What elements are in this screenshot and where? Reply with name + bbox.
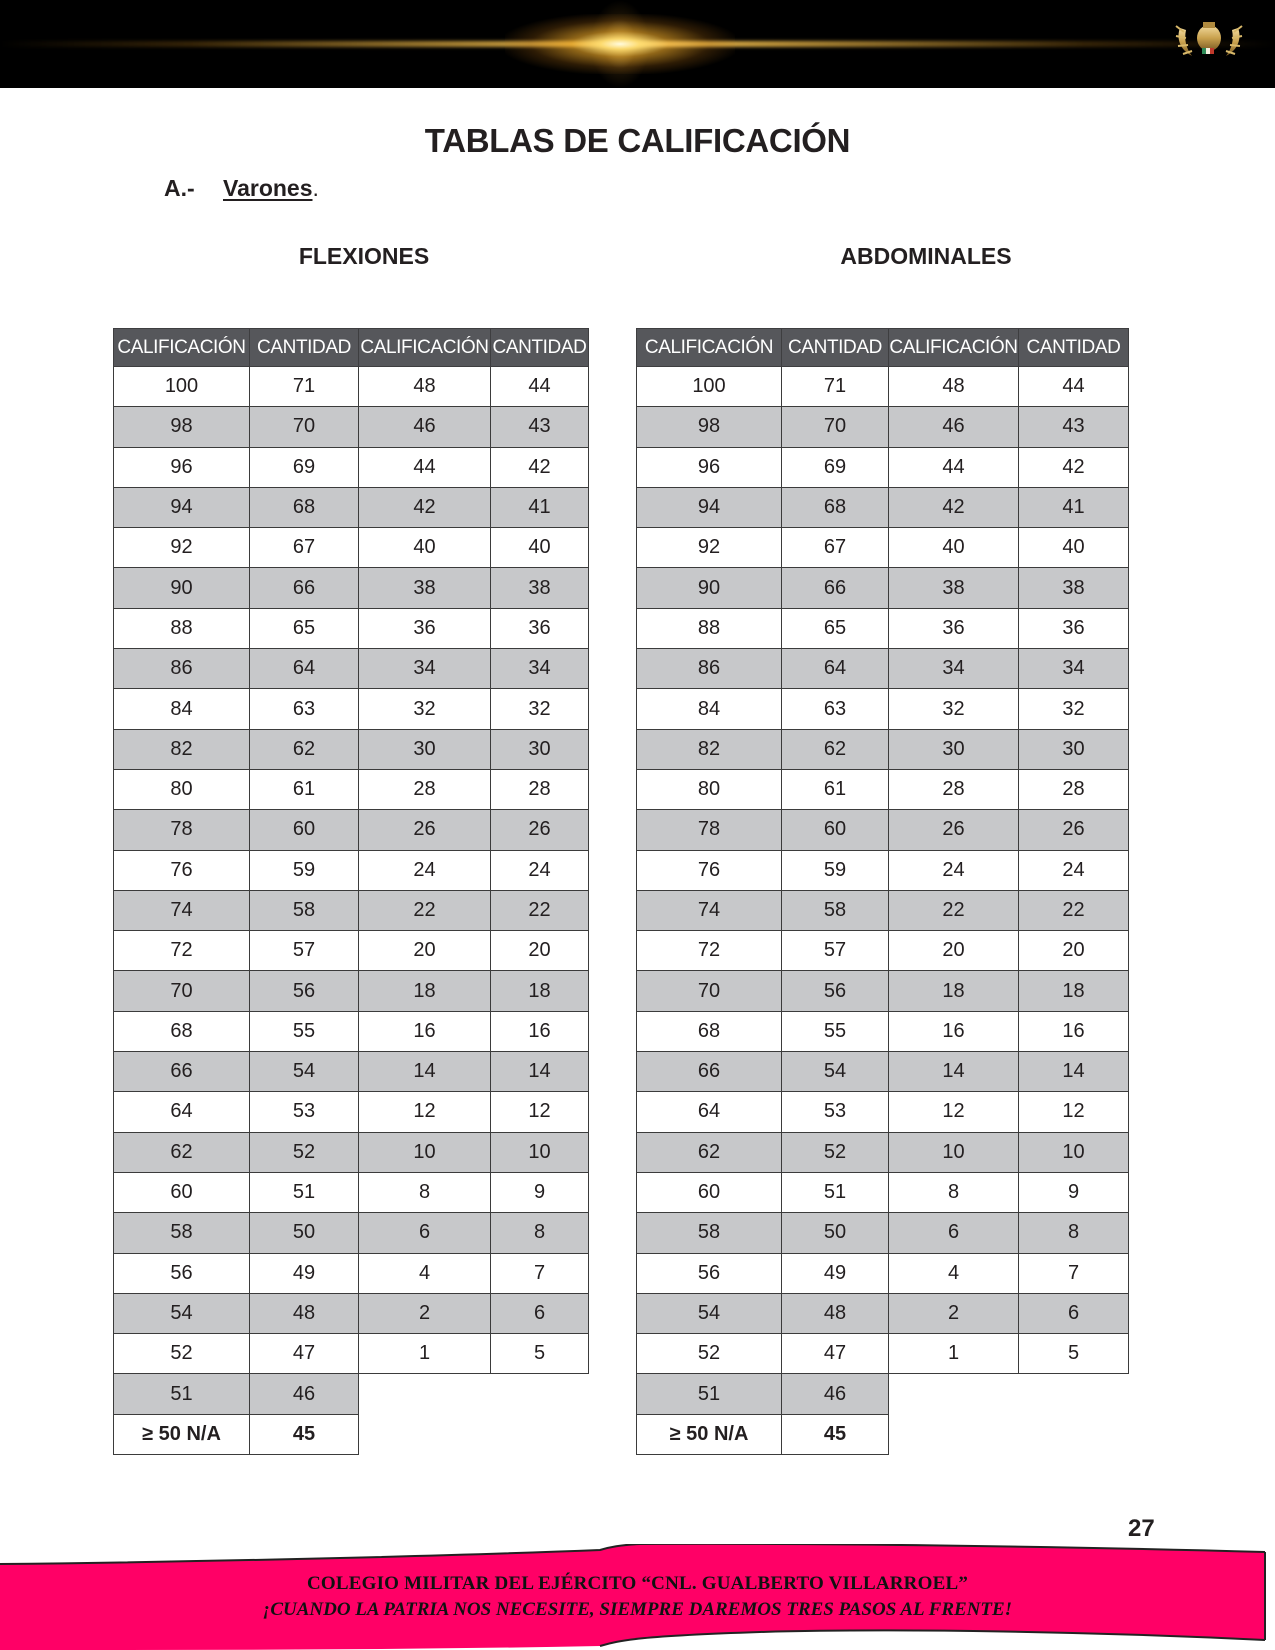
quantity-cell: 12	[1019, 1092, 1129, 1132]
grade-cell: 6	[359, 1213, 491, 1253]
quantity-cell: 53	[782, 1092, 889, 1132]
quantity-cell: 70	[782, 407, 889, 447]
table-row	[637, 367, 1129, 407]
grade-cell: 90	[637, 568, 782, 608]
quantity-cell: 43	[1019, 407, 1129, 447]
quantity-cell: 71	[782, 367, 889, 407]
grade-cell: 20	[359, 931, 491, 971]
table-row	[637, 1293, 1129, 1333]
page-title: TABLAS DE CALIFICACIÓN	[424, 122, 851, 159]
quantity-cell: 40	[491, 528, 589, 568]
grade-cell: 30	[359, 729, 491, 769]
empty-cell	[1019, 1374, 1129, 1414]
grade-cell: 51	[114, 1374, 250, 1414]
quantity-cell: 52	[250, 1132, 359, 1172]
quantity-cell: 51	[782, 1172, 889, 1212]
grade-cell: 76	[637, 850, 782, 890]
table-row	[114, 1253, 589, 1293]
grade-cell: 10	[889, 1132, 1019, 1172]
grade-cell: 12	[359, 1092, 491, 1132]
quantity-cell: 7	[491, 1253, 589, 1293]
table-row	[637, 729, 1129, 769]
table-title-abdominales: ABDOMINALES	[840, 243, 1012, 269]
grade-cell: 100	[114, 367, 250, 407]
grade-cell: 92	[637, 528, 782, 568]
grade-cell: 62	[637, 1132, 782, 1172]
grade-cell: 62	[114, 1132, 250, 1172]
quantity-cell: 49	[250, 1253, 359, 1293]
grade-cell: 40	[889, 528, 1019, 568]
quantity-cell: 63	[782, 689, 889, 729]
quantity-cell: 52	[782, 1132, 889, 1172]
grade-cell: 88	[637, 608, 782, 648]
quantity-cell: 16	[491, 1011, 589, 1051]
quantity-cell: 20	[1019, 931, 1129, 971]
table-row	[114, 447, 589, 487]
table-row	[637, 649, 1129, 689]
grade-table-abdominales	[636, 328, 1129, 1455]
grade-cell: 26	[889, 810, 1019, 850]
footer-ribbon	[0, 1544, 1275, 1650]
grade-cell: 60	[637, 1172, 782, 1212]
light-flare	[505, 14, 735, 74]
table-row	[637, 1011, 1129, 1051]
table-row	[637, 407, 1129, 447]
quantity-cell: 69	[250, 447, 359, 487]
grade-cell: 51	[637, 1374, 782, 1414]
grade-cell: 100	[637, 367, 782, 407]
quantity-cell: 50	[782, 1213, 889, 1253]
empty-cell	[359, 1374, 491, 1414]
quantity-cell: 51	[250, 1172, 359, 1212]
table-row	[637, 1132, 1129, 1172]
grade-cell: 48	[359, 367, 491, 407]
quantity-cell: 67	[782, 528, 889, 568]
grade-cell: 90	[114, 568, 250, 608]
quantity-cell: 44	[491, 367, 589, 407]
quantity-cell: 24	[1019, 850, 1129, 890]
quantity-cell: 14	[1019, 1052, 1129, 1092]
grade-cell: 2	[359, 1293, 491, 1333]
quantity-cell: 65	[250, 608, 359, 648]
grade-cell: 70	[637, 971, 782, 1011]
grade-cell: 2	[889, 1293, 1019, 1333]
table-row	[637, 1374, 1129, 1414]
table-row	[114, 1213, 589, 1253]
grade-cell: 38	[359, 568, 491, 608]
grade-cell: 16	[889, 1011, 1019, 1051]
table-row	[114, 1132, 589, 1172]
quantity-cell: 62	[782, 729, 889, 769]
table-row	[637, 769, 1129, 809]
grade-cell: 40	[359, 528, 491, 568]
quantity-cell: 34	[1019, 649, 1129, 689]
quantity-cell: 32	[1019, 689, 1129, 729]
quantity-cell: 16	[1019, 1011, 1129, 1051]
table-row	[114, 850, 589, 890]
grade-cell: ≥ 50 N/A	[114, 1414, 250, 1454]
quantity-cell: 44	[1019, 367, 1129, 407]
grade-cell: 46	[359, 407, 491, 447]
quantity-cell: 28	[1019, 769, 1129, 809]
grade-cell: 98	[114, 407, 250, 447]
grade-table-flexiones	[113, 328, 589, 1455]
table-row	[114, 1092, 589, 1132]
grade-cell: 22	[359, 890, 491, 930]
table-row	[637, 1414, 1129, 1454]
quantity-cell: 58	[250, 890, 359, 930]
section-letter: A.-	[164, 175, 195, 201]
table-row	[114, 729, 589, 769]
table-row	[114, 1011, 589, 1051]
table-row	[637, 890, 1129, 930]
grade-cell: 98	[637, 407, 782, 447]
empty-cell	[889, 1414, 1019, 1454]
quantity-cell: 59	[782, 850, 889, 890]
grade-cell: 46	[889, 407, 1019, 447]
table-row	[637, 487, 1129, 527]
quantity-cell: 66	[250, 568, 359, 608]
table-row	[114, 649, 589, 689]
column-header: CALIFICACIÓN	[114, 329, 250, 367]
quantity-cell: 26	[491, 810, 589, 850]
grade-cell: 10	[359, 1132, 491, 1172]
grade-cell: 26	[359, 810, 491, 850]
quantity-cell: 18	[491, 971, 589, 1011]
quantity-cell: 59	[250, 850, 359, 890]
grade-cell: 94	[114, 487, 250, 527]
table-row	[114, 890, 589, 930]
quantity-cell: 56	[782, 971, 889, 1011]
table-row	[637, 810, 1129, 850]
grade-cell: 88	[114, 608, 250, 648]
table-row	[114, 689, 589, 729]
grade-cell: 42	[889, 487, 1019, 527]
table-row	[114, 528, 589, 568]
quantity-cell: 56	[250, 971, 359, 1011]
grade-cell: 12	[889, 1092, 1019, 1132]
grade-cell: 68	[114, 1011, 250, 1051]
quantity-cell: 10	[491, 1132, 589, 1172]
grade-cell: 16	[359, 1011, 491, 1051]
quantity-cell: 69	[782, 447, 889, 487]
grade-cell: 32	[889, 689, 1019, 729]
quantity-cell: 46	[782, 1374, 889, 1414]
table-row	[637, 1092, 1129, 1132]
grade-cell: 32	[359, 689, 491, 729]
quantity-cell: 61	[250, 769, 359, 809]
table-row	[637, 608, 1129, 648]
quantity-cell: 38	[491, 568, 589, 608]
quantity-cell: 55	[782, 1011, 889, 1051]
table-row	[637, 850, 1129, 890]
grade-cell: 92	[114, 528, 250, 568]
quantity-cell: 49	[782, 1253, 889, 1293]
quantity-cell: 70	[250, 407, 359, 447]
quantity-cell: 28	[491, 769, 589, 809]
section-suffix: .	[312, 175, 319, 201]
quantity-cell: 30	[1019, 729, 1129, 769]
table-row	[637, 1334, 1129, 1374]
table-row	[114, 971, 589, 1011]
quantity-cell: 41	[491, 487, 589, 527]
quantity-cell: 10	[1019, 1132, 1129, 1172]
quantity-cell: 63	[250, 689, 359, 729]
quantity-cell: 53	[250, 1092, 359, 1132]
quantity-cell: 54	[250, 1052, 359, 1092]
grade-cell: 48	[889, 367, 1019, 407]
grade-cell: 66	[114, 1052, 250, 1092]
quantity-cell: 6	[491, 1293, 589, 1333]
empty-cell	[1019, 1414, 1129, 1454]
quantity-cell: 22	[491, 890, 589, 930]
quantity-cell: 57	[250, 931, 359, 971]
quantity-cell: 22	[1019, 890, 1129, 930]
grade-cell: 54	[637, 1293, 782, 1333]
empty-cell	[491, 1414, 589, 1454]
grade-cell: 78	[114, 810, 250, 850]
table-row	[114, 1293, 589, 1333]
quantity-cell: 45	[782, 1414, 889, 1454]
grade-cell: 96	[114, 447, 250, 487]
grade-cell: 14	[889, 1052, 1019, 1092]
quantity-cell: 47	[782, 1334, 889, 1374]
quantity-cell: 20	[491, 931, 589, 971]
quantity-cell: 47	[250, 1334, 359, 1374]
quantity-cell: 42	[491, 447, 589, 487]
table-row	[637, 1253, 1129, 1293]
table-title-flexiones: FLEXIONES	[298, 243, 430, 269]
quantity-cell: 42	[1019, 447, 1129, 487]
table-row	[637, 931, 1129, 971]
grade-cell: 78	[637, 810, 782, 850]
empty-cell	[359, 1414, 491, 1454]
grade-cell: 54	[114, 1293, 250, 1333]
quantity-cell: 41	[1019, 487, 1129, 527]
grade-cell: 52	[114, 1334, 250, 1374]
table-row	[637, 971, 1129, 1011]
quantity-cell: 14	[491, 1052, 589, 1092]
grade-cell: 84	[114, 689, 250, 729]
grade-cell: 82	[114, 729, 250, 769]
column-header: CALIFICACIÓN	[637, 329, 782, 367]
quantity-cell: 62	[250, 729, 359, 769]
quantity-cell: 66	[782, 568, 889, 608]
grade-cell: ≥ 50 N/A	[637, 1414, 782, 1454]
footer-motto: ¡CUANDO LA PATRIA NOS NECESITE, SIEMPRE DAREMOS TRES PASOS AL FRENTE!	[262, 1599, 1013, 1620]
grade-cell: 94	[637, 487, 782, 527]
grade-cell: 84	[637, 689, 782, 729]
table-row	[114, 1334, 589, 1374]
quantity-cell: 30	[491, 729, 589, 769]
quantity-cell: 5	[1019, 1334, 1129, 1374]
grade-cell: 18	[359, 971, 491, 1011]
grade-cell: 72	[114, 931, 250, 971]
quantity-cell: 34	[491, 649, 589, 689]
table-row	[637, 1052, 1129, 1092]
table-row	[114, 407, 589, 447]
table-row	[114, 608, 589, 648]
grade-cell: 44	[889, 447, 1019, 487]
table-row	[114, 568, 589, 608]
grade-cell: 44	[359, 447, 491, 487]
column-header: CALIFICACIÓN	[359, 329, 491, 367]
section-name: Varones	[223, 175, 313, 201]
table-row	[114, 810, 589, 850]
grade-cell: 24	[889, 850, 1019, 890]
quantity-cell: 60	[250, 810, 359, 850]
grade-cell: 96	[637, 447, 782, 487]
quantity-cell: 68	[250, 487, 359, 527]
quantity-cell: 26	[1019, 810, 1129, 850]
table-row	[637, 568, 1129, 608]
column-header: CANTIDAD	[782, 329, 889, 367]
table-row	[114, 1414, 589, 1454]
table-row	[637, 447, 1129, 487]
table-row	[637, 689, 1129, 729]
table-header-row	[637, 329, 1129, 367]
grade-cell: 24	[359, 850, 491, 890]
quantity-cell: 67	[250, 528, 359, 568]
quantity-cell: 32	[491, 689, 589, 729]
grade-cell: 36	[359, 608, 491, 648]
table-header-row	[114, 329, 589, 367]
quantity-cell: 24	[491, 850, 589, 890]
quantity-cell: 68	[782, 487, 889, 527]
grade-cell: 8	[889, 1172, 1019, 1212]
grade-cell: 18	[889, 971, 1019, 1011]
header-banner	[0, 0, 1275, 88]
grade-cell: 80	[637, 769, 782, 809]
quantity-cell: 48	[782, 1293, 889, 1333]
grade-cell: 64	[114, 1092, 250, 1132]
grade-cell: 70	[114, 971, 250, 1011]
grade-cell: 38	[889, 568, 1019, 608]
grade-cell: 52	[637, 1334, 782, 1374]
grade-cell: 80	[114, 769, 250, 809]
grade-cell: 56	[637, 1253, 782, 1293]
grade-cell: 86	[637, 649, 782, 689]
quantity-cell: 57	[782, 931, 889, 971]
page-number: 27	[1128, 1515, 1155, 1542]
table-row	[114, 931, 589, 971]
grade-cell: 76	[114, 850, 250, 890]
grade-cell: 74	[114, 890, 250, 930]
quantity-cell: 36	[1019, 608, 1129, 648]
quantity-cell: 9	[491, 1172, 589, 1212]
grade-cell: 86	[114, 649, 250, 689]
quantity-cell: 40	[1019, 528, 1129, 568]
grade-cell: 74	[637, 890, 782, 930]
grade-cell: 6	[889, 1213, 1019, 1253]
grade-cell: 42	[359, 487, 491, 527]
quantity-cell: 6	[1019, 1293, 1129, 1333]
quantity-cell: 38	[1019, 568, 1129, 608]
grade-cell: 34	[889, 649, 1019, 689]
grade-cell: 14	[359, 1052, 491, 1092]
grade-cell: 56	[114, 1253, 250, 1293]
quantity-cell: 54	[782, 1052, 889, 1092]
table-row	[114, 1374, 589, 1414]
grade-cell: 68	[637, 1011, 782, 1051]
quantity-cell: 64	[250, 649, 359, 689]
quantity-cell: 50	[250, 1213, 359, 1253]
military-laurel-emblem-icon	[1172, 18, 1246, 62]
empty-cell	[491, 1374, 589, 1414]
quantity-cell: 12	[491, 1092, 589, 1132]
table-row	[114, 1052, 589, 1092]
quantity-cell: 45	[250, 1414, 359, 1454]
table-row	[637, 528, 1129, 568]
quantity-cell: 43	[491, 407, 589, 447]
table-row	[637, 1213, 1129, 1253]
quantity-cell: 65	[782, 608, 889, 648]
grade-cell: 8	[359, 1172, 491, 1212]
quantity-cell: 5	[491, 1334, 589, 1374]
grade-cell: 82	[637, 729, 782, 769]
column-header: CANTIDAD	[491, 329, 589, 367]
quantity-cell: 18	[1019, 971, 1129, 1011]
quantity-cell: 60	[782, 810, 889, 850]
grade-cell: 64	[637, 1092, 782, 1132]
grade-cell: 4	[359, 1253, 491, 1293]
grade-cell: 20	[889, 931, 1019, 971]
grade-cell: 30	[889, 729, 1019, 769]
grade-cell: 28	[359, 769, 491, 809]
section-label	[164, 175, 319, 202]
grade-cell: 58	[637, 1213, 782, 1253]
quantity-cell: 48	[250, 1293, 359, 1333]
quantity-cell: 9	[1019, 1172, 1129, 1212]
column-header: CANTIDAD	[250, 329, 359, 367]
table-row	[114, 769, 589, 809]
table-row	[637, 1172, 1129, 1212]
table-row	[114, 367, 589, 407]
grade-cell: 60	[114, 1172, 250, 1212]
quantity-cell: 58	[782, 890, 889, 930]
quantity-cell: 46	[250, 1374, 359, 1414]
grade-cell: 4	[889, 1253, 1019, 1293]
grade-cell: 66	[637, 1052, 782, 1092]
column-header: CALIFICACIÓN	[889, 329, 1019, 367]
quantity-cell: 61	[782, 769, 889, 809]
grade-cell: 58	[114, 1213, 250, 1253]
grade-cell: 1	[359, 1334, 491, 1374]
grade-cell: 36	[889, 608, 1019, 648]
quantity-cell: 64	[782, 649, 889, 689]
empty-cell	[889, 1374, 1019, 1414]
quantity-cell: 8	[1019, 1213, 1129, 1253]
quantity-cell: 55	[250, 1011, 359, 1051]
footer-institution-name: COLEGIO MILITAR DEL EJÉRCITO “CNL. GUALBERTO VILLARROEL”	[306, 1573, 969, 1594]
grade-cell: 28	[889, 769, 1019, 809]
table-row	[114, 1172, 589, 1212]
grade-cell: 1	[889, 1334, 1019, 1374]
grade-cell: 22	[889, 890, 1019, 930]
quantity-cell: 36	[491, 608, 589, 648]
quantity-cell: 71	[250, 367, 359, 407]
table-row	[114, 487, 589, 527]
quantity-cell: 7	[1019, 1253, 1129, 1293]
quantity-cell: 8	[491, 1213, 589, 1253]
column-header: CANTIDAD	[1019, 329, 1129, 367]
grade-cell: 34	[359, 649, 491, 689]
grade-cell: 72	[637, 931, 782, 971]
